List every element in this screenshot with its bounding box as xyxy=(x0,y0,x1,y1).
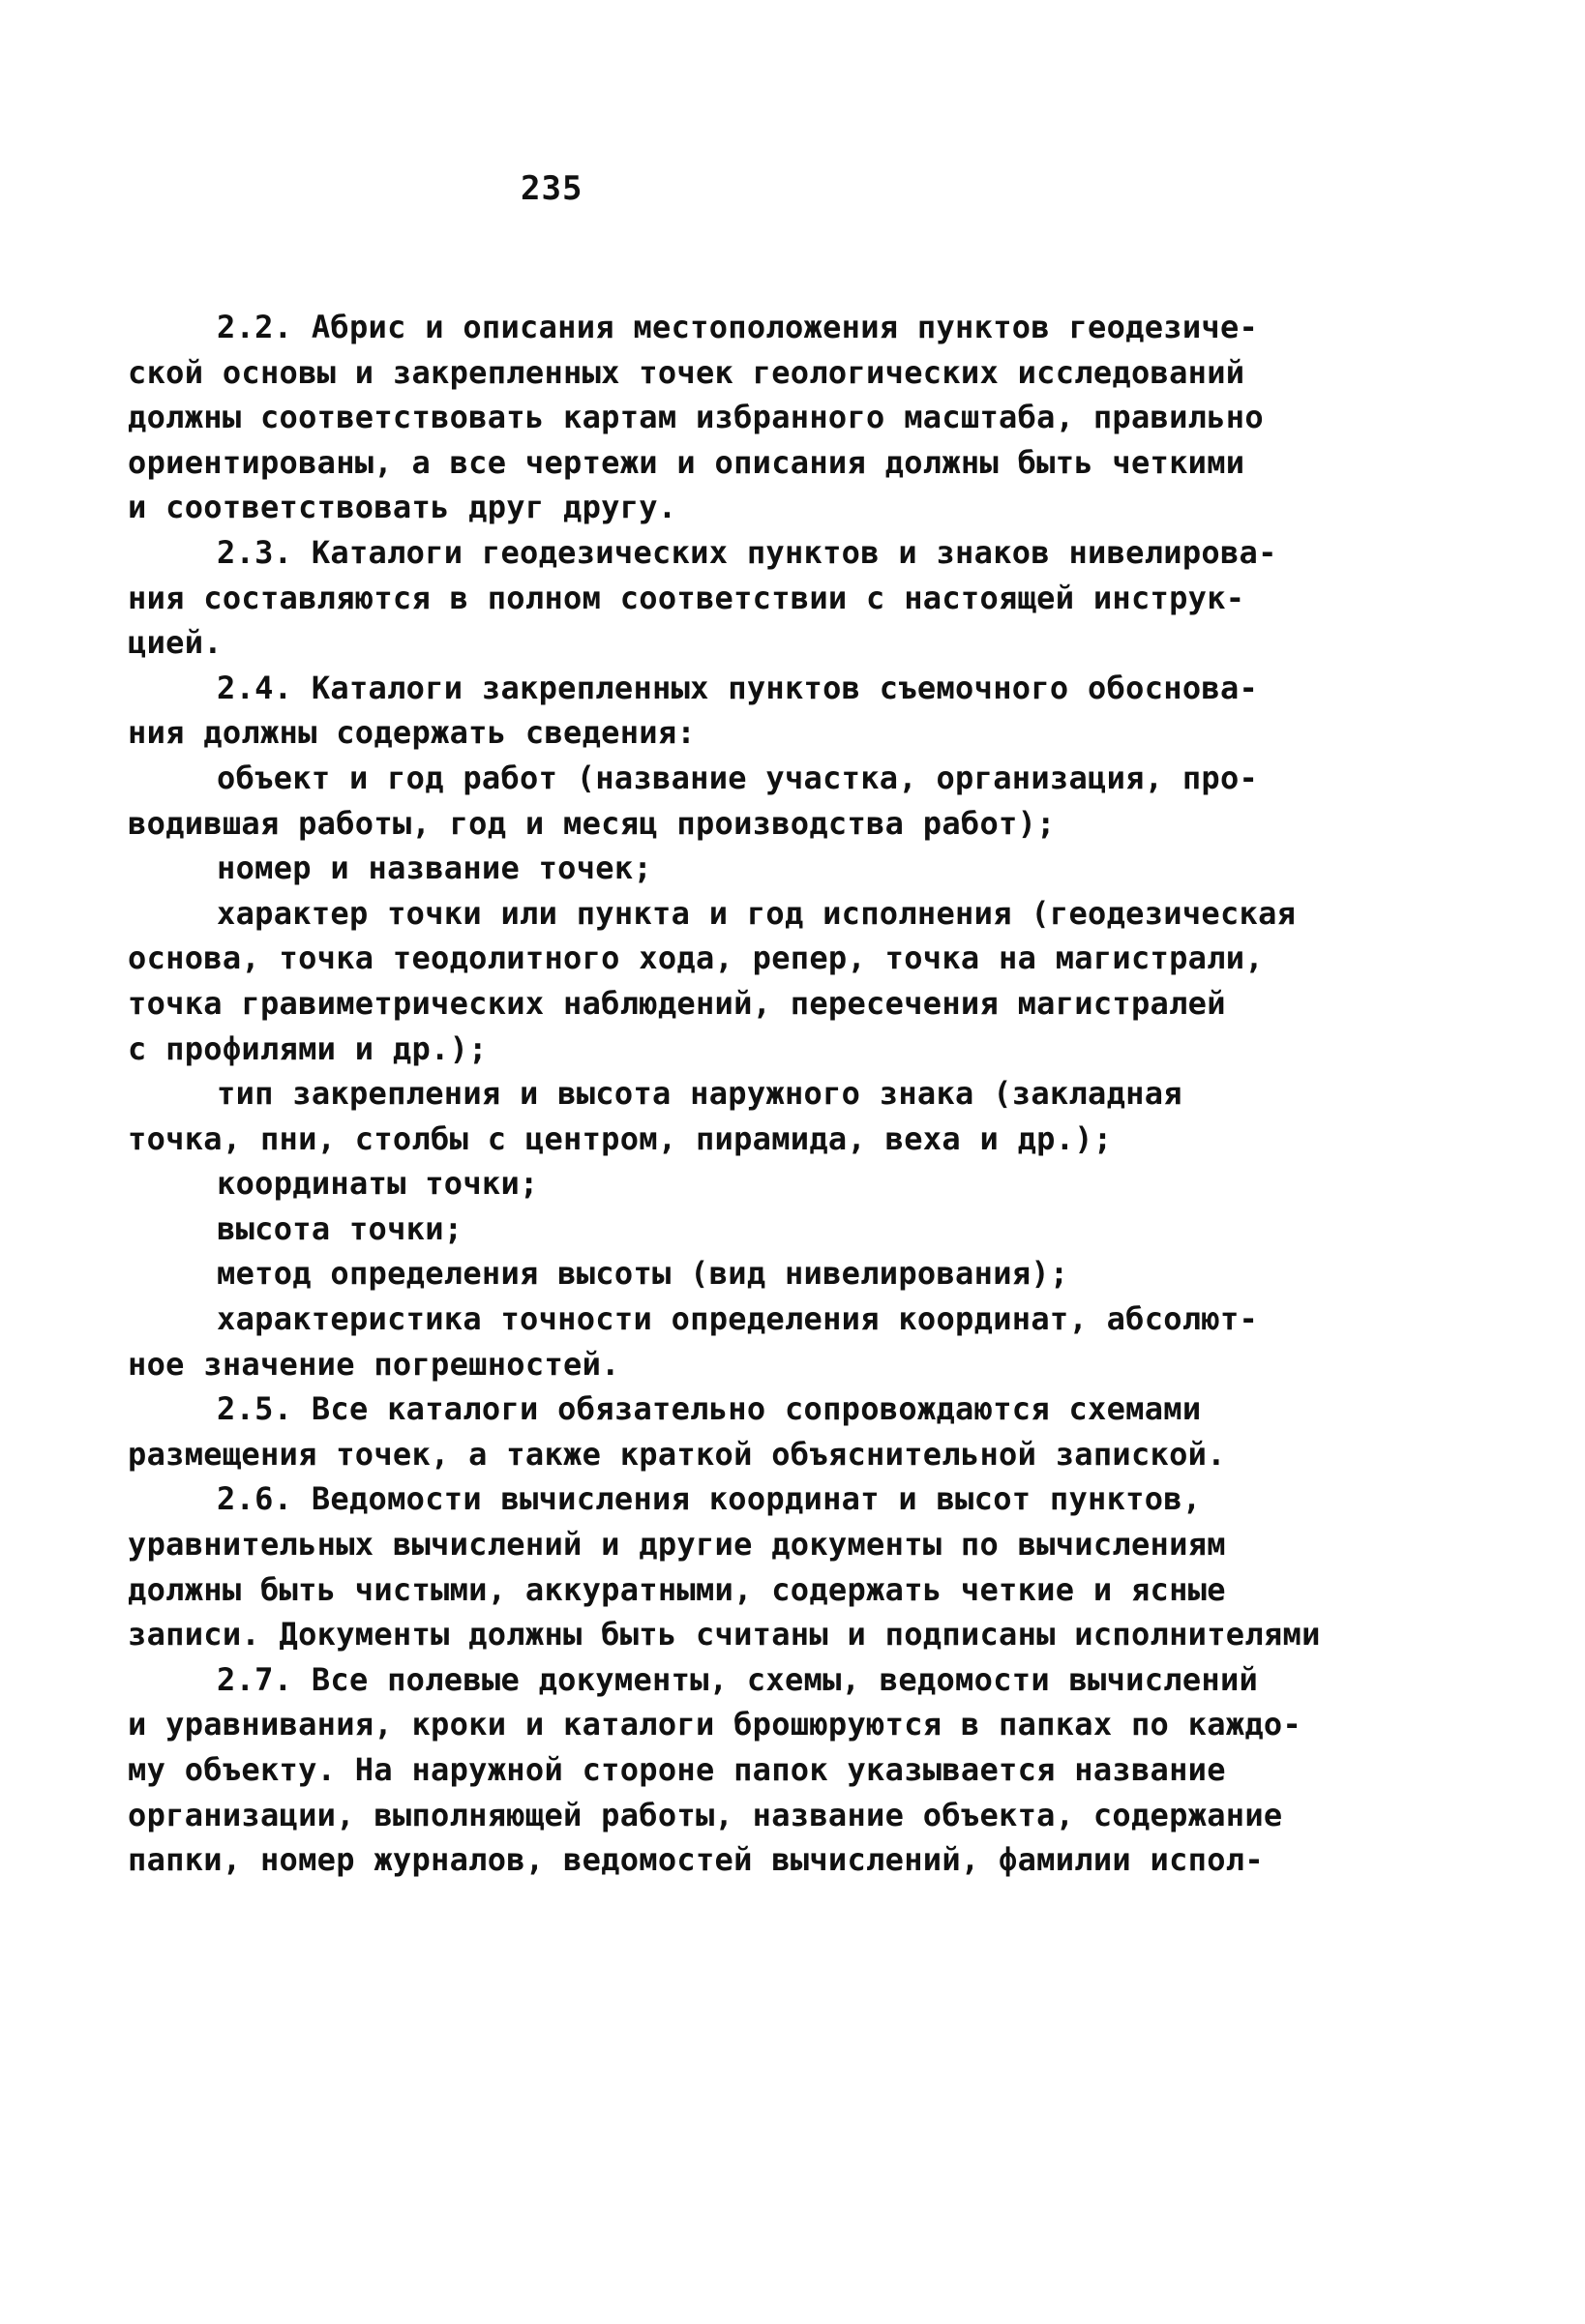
text-line: записи. Документы должны быть считаны и подписаны исполнителями xyxy=(128,1616,1321,1654)
text-line: уравнительных вычислений и другие документы по вычислениям xyxy=(128,1526,1226,1564)
text-line: точка, пни, столбы с центром, пирамида, веха и др.); xyxy=(128,1119,1113,1157)
text-line: координаты точки; xyxy=(217,1165,539,1203)
text-line: водившая работы, год и месяц производства работ); xyxy=(128,804,1056,842)
text-line: 2.2. Абрис и описания местоположения пунктов геодезиче- xyxy=(217,309,1259,345)
text-line: характер точки или пункта и год исполнения (геодезическая xyxy=(217,894,1297,932)
text-line: с профилями и др.); xyxy=(128,1029,488,1067)
text-line: характеристика точности определения координат, абсолют- xyxy=(217,1300,1259,1338)
text-line: му объекту. На наружной стороне папок указывается название xyxy=(128,1751,1226,1788)
text-line: ориентированы, а все чертежи и описания должны быть четкими xyxy=(128,443,1245,481)
text-line: метод определения высоты (вид нивелирования); xyxy=(217,1255,1069,1293)
text-line: высота точки; xyxy=(217,1209,464,1247)
text-line: точка гравиметрических наблюдений, пересечения магистралей xyxy=(128,984,1226,1022)
text-line: 2.5. Все каталоги обязательно сопровождаются схемами xyxy=(217,1390,1202,1428)
text-line: организации, выполняющей работы, название объекта, содержание xyxy=(128,1796,1283,1833)
text-line: и уравнивания, кроки и каталоги брошюруются в папках по каждо- xyxy=(128,1706,1302,1743)
text-line: объект и год работ (название участка, организация, про- xyxy=(217,759,1259,796)
text-line: ное значение погрешностей. xyxy=(128,1345,620,1383)
text-line: папки, номер журналов, ведомостей вычислений, фамилии испол- xyxy=(128,1841,1264,1879)
page-number: 235 xyxy=(521,169,583,208)
text-line: должны соответствовать картам избранного масштаба, правильно xyxy=(128,399,1264,436)
text-line: цией. xyxy=(128,624,223,662)
text-line: ской основы и закрепленных точек геологических исследований xyxy=(128,353,1245,391)
text-line: 2.3. Каталоги геодезических пунктов и знаков нивелирова- xyxy=(217,533,1277,571)
text-line: тип закрепления и высота наружного знака (закладная xyxy=(217,1075,1182,1113)
document-body xyxy=(128,305,1321,1883)
text-line: ния составляются в полном соответствии с настоящей инструк- xyxy=(128,579,1245,616)
text-line: 2.4. Каталоги закрепленных пунктов съемочного обоснова- xyxy=(217,669,1259,706)
text-line: размещения точек, а также краткой объяснительной запиской. xyxy=(128,1435,1226,1473)
text-line: должны быть чистыми, аккуратными, содержать четкие и ясные xyxy=(128,1570,1226,1608)
text-line: ния должны содержать сведения: xyxy=(128,714,696,752)
text-line: 2.6. Ведомости вычисления координат и высот пунктов, xyxy=(217,1480,1202,1518)
text-line: основа, точка теодолитного хода, репер, точка на магистрали, xyxy=(128,939,1264,977)
text-line: номер и название точек; xyxy=(217,849,653,887)
text-line: 2.7. Все полевые документы, схемы, ведомости вычислений xyxy=(217,1660,1259,1698)
text-line: и соответствовать друг другу. xyxy=(128,489,677,526)
